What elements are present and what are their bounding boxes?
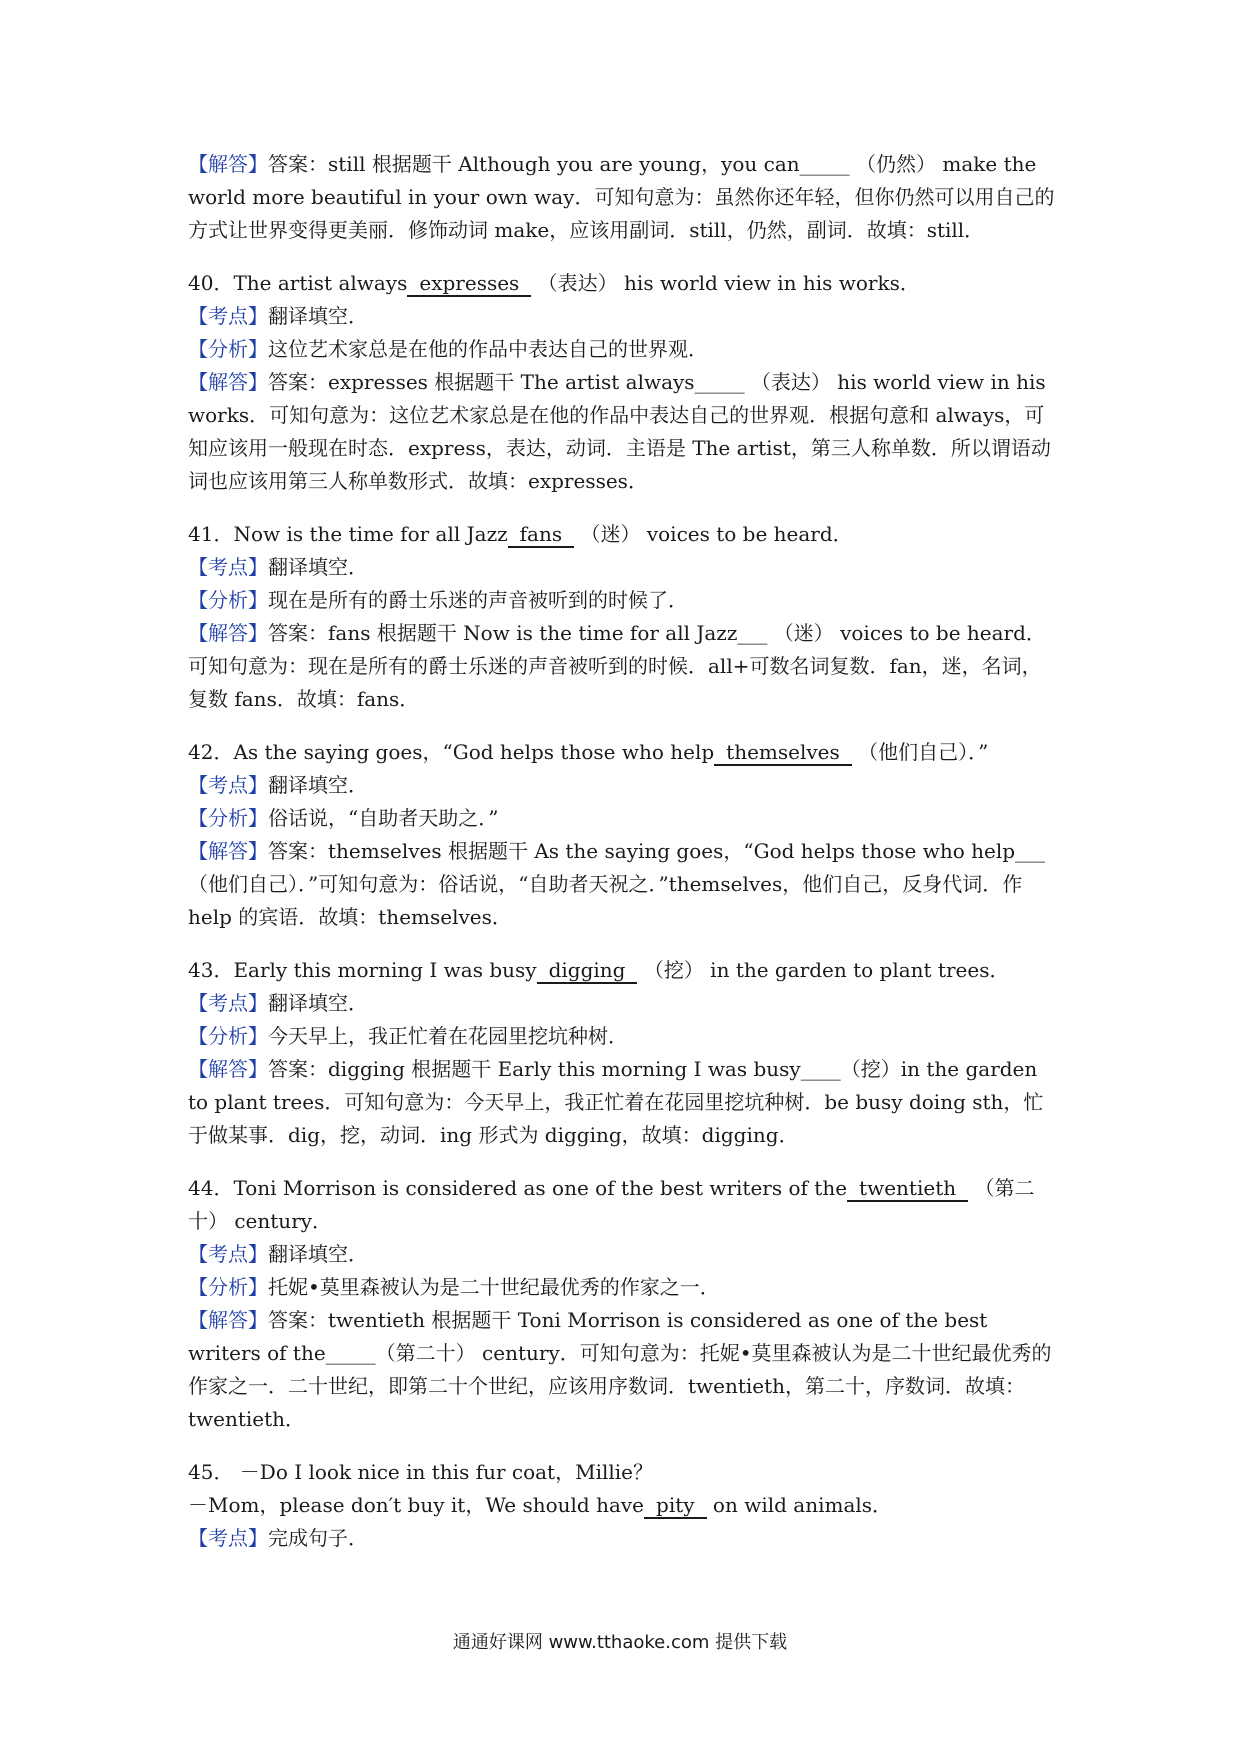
jieda-line: 【解答】答案：twentieth 根据题干 Toni Morrison is considered as one of the best writers of the_____（第二十） century．可知句意为：托妮•莫里森被认为是二十世纪最优秀的作家之一．二十世纪，即第二十个世纪，应该用序数词．twentieth，第二十，序数词．故填：twentieth． — [188, 1308, 1052, 1431]
answer-blank: pity — [644, 1493, 707, 1519]
question-44 — [188, 1172, 1058, 1436]
question-45 — [188, 1456, 1058, 1555]
fenxi-line: 【分析】今天早上，我正忙着在花园里挖坑种树． — [188, 1024, 628, 1048]
question-stem: 42．As the saying goes，“God helps those who help themselves （他们自己）．” — [188, 740, 989, 764]
jieda-line: 【解答】答案：fans 根据题干 Now is the time for all Jazz___ （迷） voices to be heard．可知句意为：现在是所有的爵士乐迷的声音被听到的时候．all+可数名词复数．fan，迷，名词，复数 fans．故填：fans． — [188, 621, 1046, 711]
question-stem: 40．The artist always expresses （表达） his world view in his works． — [188, 271, 920, 295]
answer-blank: twentieth — [847, 1176, 968, 1202]
question-stem-line2: －Mom，please don′t buy it，We should have pity on wild animals． — [188, 1493, 893, 1517]
question-stem: 41．Now is the time for all Jazz fans （迷） voices to be heard． — [188, 522, 853, 546]
fenxi-line: 【分析】俗话说，“自助者天助之．” — [188, 806, 499, 830]
answer-blank: expresses — [407, 271, 531, 297]
fenxi-line: 【分析】这位艺术家总是在他的作品中表达自己的世界观． — [188, 337, 708, 361]
question-stem-line1: 45． －Do I look nice in this fur coat，Millie？ — [188, 1460, 653, 1484]
kaodian-line: 【考点】翻译填空． — [188, 773, 368, 797]
kaodian-line: 【考点】翻译填空． — [188, 555, 368, 579]
kaodian-line: 【考点】翻译填空． — [188, 304, 368, 328]
question-41 — [188, 518, 1058, 716]
fenxi-line: 【分析】现在是所有的爵士乐迷的声音被听到的时候了． — [188, 588, 688, 612]
jieda-line: 【解答】答案：digging 根据题干 Early this morning I was busy____（挖）in the garden to plant trees．可知句意为：今天早上，我正忙着在花园里挖坑种树．be busy doing sth，忙于做某事．dig，挖，动词．ing 形式为 digging，故填：digging． — [188, 1057, 1044, 1147]
question-42 — [188, 736, 1058, 934]
page-footer: 通通好课网 www.tthaoke.com 提供下载 — [452, 1632, 788, 1653]
document-page — [188, 148, 1058, 1575]
intro-answer-block — [188, 148, 1058, 247]
answer-blank: themselves — [714, 740, 852, 766]
answer-blank: digging — [537, 958, 638, 984]
jieda-line: 【解答】答案：themselves 根据题干 As the saying goes，“God helps those who help___ （他们自己）．”可知句意为：俗话说，“自助者天祝之．”themselves，他们自己，反身代词．作 help 的宾语．故填：themselves． — [188, 839, 1046, 929]
question-40 — [188, 267, 1058, 498]
question-stem: 44．Toni Morrison is considered as one of the best writers of the twentieth （第二十） century． — [188, 1176, 1035, 1233]
kaodian-line: 【考点】翻译填空． — [188, 1242, 368, 1266]
jieda-line: 【解答】答案：expresses 根据题干 The artist always_____ （表达） his world view in his works．可知句意为：这位艺术家总是在他的作品中表达自己的世界观．根据句意和 always，可知应该用一般现在时态．express，表达，动词．主语是 The artist，第三人称单数．所以谓语动词也应该用第三人称单数形式．故填：expresses． — [188, 370, 1051, 493]
question-stem: 43．Early this morning I was busy digging （挖） in the garden to plant trees． — [188, 958, 1010, 982]
kaodian-line: 【考点】完成句子． — [188, 1526, 368, 1550]
jieda-tag: 【解答】 — [188, 152, 268, 176]
kaodian-line: 【考点】翻译填空． — [188, 991, 368, 1015]
fenxi-line: 【分析】托妮•莫里森被认为是二十世纪最优秀的作家之一． — [188, 1275, 720, 1299]
answer-blank: fans — [508, 522, 574, 548]
intro-answer-text: 答案：still 根据题干 Although you are young，you can_____ （仍然） make the world more beautiful in your own way．可知句意为：虽然你还年轻，但你仍然可以用自己的方式让世界变得更美丽．修饰动词 make，应该用副词．still，仍然，副词．故填：still． — [188, 152, 1055, 242]
question-43 — [188, 954, 1058, 1152]
